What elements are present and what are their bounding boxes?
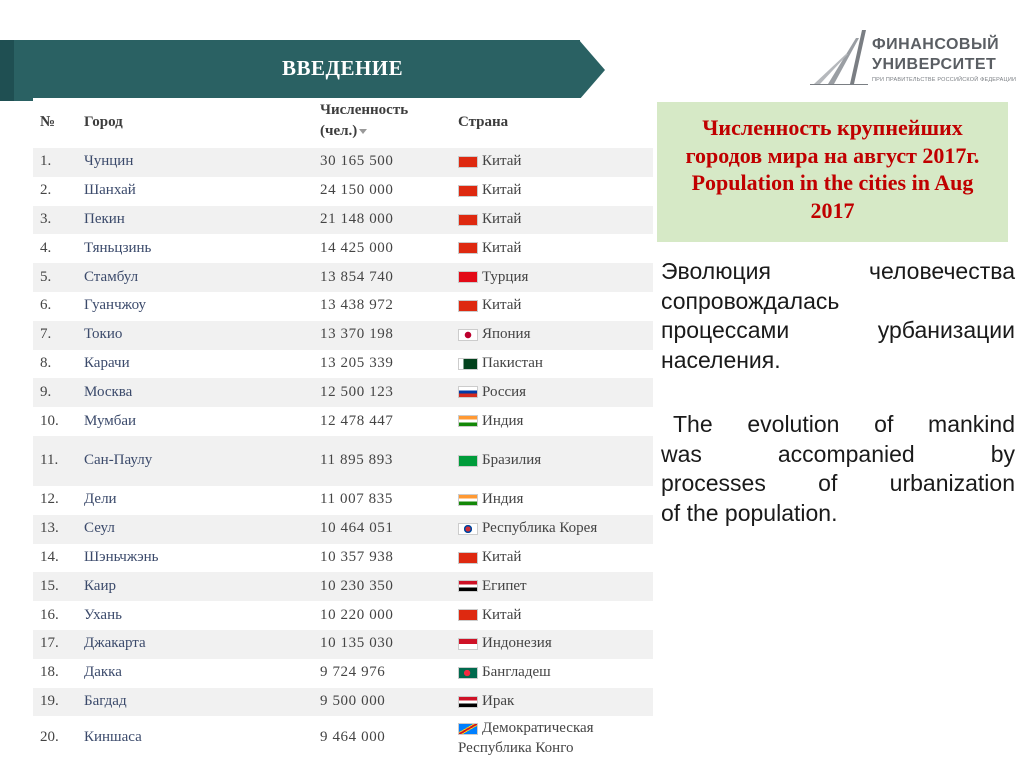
- city-link[interactable]: Сан-Паулу: [84, 452, 153, 468]
- country-link[interactable]: Индия: [482, 491, 524, 508]
- row-city[interactable]: [84, 607, 122, 624]
- paragraph-ru-line-4: населения.: [661, 346, 781, 373]
- country-link[interactable]: Китай: [482, 153, 522, 170]
- row-city[interactable]: [84, 693, 127, 710]
- table-row: [33, 292, 653, 321]
- row-number: 20.: [40, 729, 59, 746]
- indonesia-flag-icon: [458, 638, 478, 650]
- row-number: 18.: [40, 664, 59, 681]
- row-city[interactable]: [84, 297, 146, 314]
- callout-line-3: Population in the cities in Aug: [691, 170, 974, 195]
- city-link[interactable]: Чунцин: [84, 153, 134, 170]
- drc-flag-icon: [458, 723, 478, 735]
- row-number: 7.: [40, 326, 52, 343]
- country-link[interactable]: Демократическая: [482, 720, 594, 737]
- china-flag-icon: [458, 156, 478, 168]
- paragraph-en-line-2: was accompanied by: [661, 440, 1015, 467]
- table-row: [33, 601, 653, 630]
- paragraph-ru-line-3: процессами урбанизации: [661, 317, 1015, 343]
- city-link[interactable]: Тяньцзинь: [84, 239, 152, 256]
- city-link[interactable]: Карачи: [84, 354, 130, 371]
- row-country[interactable]: [458, 452, 541, 469]
- china-flag-icon: [458, 609, 478, 621]
- row-number: 8.: [40, 354, 52, 371]
- row-country[interactable]: [458, 491, 523, 508]
- row-country[interactable]: [458, 718, 594, 758]
- table-header: [33, 98, 653, 148]
- row-number: 4.: [40, 239, 52, 256]
- city-link[interactable]: Пекин: [84, 210, 125, 227]
- city-link[interactable]: Киншаса: [84, 729, 142, 746]
- row-city[interactable]: [84, 413, 136, 430]
- city-link[interactable]: Москва: [84, 383, 133, 400]
- callout-line-4: 2017: [810, 197, 855, 223]
- row-population: 10 135 030: [320, 635, 394, 652]
- city-link[interactable]: Сеул: [84, 520, 115, 537]
- paragraph-russian: [661, 257, 1015, 375]
- table-row: [33, 378, 653, 407]
- logo-subline: ПРИ ПРАВИТЕЛЬСТВЕ РОССИЙСКОЙ ФЕДЕРАЦИИ: [872, 77, 1017, 83]
- row-number: 19.: [40, 692, 59, 709]
- table-row: [33, 688, 653, 717]
- korea-flag-icon: [458, 523, 478, 535]
- row-city[interactable]: [84, 520, 115, 537]
- row-country[interactable]: [458, 607, 521, 624]
- city-link[interactable]: Дакка: [84, 664, 122, 681]
- header-country: Страна: [458, 114, 509, 130]
- country-link[interactable]: Ирак: [482, 692, 515, 709]
- city-link[interactable]: Шэньчжэнь: [84, 548, 159, 565]
- country-link[interactable]: Египет: [482, 577, 527, 594]
- row-country[interactable]: [458, 664, 551, 681]
- china-flag-icon: [458, 552, 478, 564]
- city-link[interactable]: Стамбул: [84, 268, 139, 285]
- row-country[interactable]: [458, 578, 527, 595]
- row-country[interactable]: [458, 520, 597, 537]
- row-city[interactable]: [84, 664, 122, 681]
- row-population: 13 205 339: [320, 354, 394, 371]
- row-city[interactable]: [84, 549, 159, 566]
- paragraph-en-line-4: of the population.: [661, 499, 838, 526]
- row-population: 13 370 198: [320, 326, 394, 343]
- paragraph-en-line-1: The evolution of mankind: [673, 411, 1015, 437]
- country-link[interactable]: Пакистан: [482, 354, 543, 371]
- table-row: [33, 716, 653, 760]
- row-population: 10 464 051: [320, 520, 394, 537]
- table-row: [33, 630, 653, 659]
- country-link[interactable]: Китай: [482, 606, 522, 623]
- row-number: 15.: [40, 577, 59, 594]
- row-number: 11.: [40, 452, 59, 468]
- bangladesh-flag-icon: [458, 667, 478, 679]
- row-population: 21 148 000: [320, 210, 394, 227]
- row-population: 13 438 972: [320, 297, 394, 314]
- paragraph-ru-line-1: Эволюция человечества: [661, 258, 1015, 284]
- table-row: [33, 486, 653, 515]
- header-city: Город: [84, 114, 123, 130]
- china-flag-icon: [458, 300, 478, 312]
- city-link[interactable]: Багдад: [84, 692, 127, 709]
- table-row: [33, 263, 653, 292]
- pakistan-flag-icon: [458, 358, 478, 370]
- table-row: [33, 407, 653, 436]
- row-city[interactable]: [84, 355, 130, 372]
- country-link[interactable]: Китай: [482, 182, 522, 199]
- row-country[interactable]: [458, 297, 521, 314]
- russia-flag-icon: [458, 386, 478, 398]
- city-link[interactable]: Гуанчжоу: [84, 297, 147, 314]
- row-country[interactable]: [458, 355, 543, 372]
- row-number: 13.: [40, 520, 59, 537]
- table-row: [33, 148, 653, 177]
- turkey-flag-icon: [458, 271, 478, 283]
- callout-line-1: Численность крупнейших: [702, 115, 963, 140]
- row-number: 16.: [40, 606, 59, 623]
- country-link[interactable]: Китай: [482, 548, 522, 565]
- country-link[interactable]: Китай: [482, 297, 522, 314]
- row-city[interactable]: [84, 153, 133, 170]
- paragraph-english: [661, 410, 1015, 528]
- row-city[interactable]: [84, 182, 136, 199]
- row-country[interactable]: [458, 153, 521, 170]
- row-number: 3.: [40, 210, 52, 227]
- country-link[interactable]: Китай: [482, 210, 522, 227]
- row-city[interactable]: [84, 635, 146, 652]
- row-city[interactable]: [84, 384, 132, 401]
- country-link[interactable]: Бангладеш: [482, 664, 551, 681]
- table-row: [33, 321, 653, 350]
- country-link[interactable]: Россия: [482, 383, 527, 400]
- row-city[interactable]: [84, 452, 152, 469]
- row-country[interactable]: [458, 326, 531, 343]
- brazil-flag-icon: [458, 455, 478, 467]
- row-population: 30 165 500: [320, 153, 394, 170]
- country-link[interactable]: Индия: [482, 412, 524, 429]
- row-country[interactable]: [458, 413, 523, 430]
- row-number: 10.: [40, 412, 59, 429]
- country-link[interactable]: Турция: [482, 268, 529, 285]
- country-link-line-2[interactable]: Республика Конго: [458, 740, 574, 757]
- row-country[interactable]: [458, 269, 528, 286]
- row-country[interactable]: [458, 549, 521, 566]
- header-banner-accent: [0, 40, 14, 101]
- table-row: [33, 659, 653, 688]
- callout-text: [657, 114, 1008, 224]
- city-link[interactable]: Мумбаи: [84, 412, 137, 429]
- row-city[interactable]: [84, 240, 151, 257]
- table-row: [33, 572, 653, 601]
- row-country[interactable]: [458, 211, 521, 228]
- city-link[interactable]: Токио: [84, 326, 123, 343]
- row-population: 12 478 447: [320, 412, 394, 429]
- country-link[interactable]: Китай: [482, 239, 522, 256]
- row-city[interactable]: [84, 211, 125, 228]
- china-flag-icon: [458, 185, 478, 197]
- header-population-unit[interactable]: (чел.): [320, 123, 367, 140]
- country-link[interactable]: Республика Корея: [482, 520, 598, 537]
- row-city[interactable]: [84, 491, 117, 508]
- city-link[interactable]: Каир: [84, 577, 116, 594]
- row-city[interactable]: [84, 269, 138, 286]
- iraq-flag-icon: [458, 696, 478, 708]
- row-city[interactable]: [84, 729, 142, 746]
- row-population: 9 464 000: [320, 729, 386, 746]
- row-population: 14 425 000: [320, 239, 394, 256]
- row-number: 5.: [40, 268, 52, 285]
- row-population: 9 500 000: [320, 692, 386, 709]
- table-row: [33, 544, 653, 573]
- india-flag-icon: [458, 494, 478, 506]
- city-link[interactable]: Дели: [84, 491, 117, 508]
- row-city[interactable]: [84, 326, 122, 343]
- row-country[interactable]: [458, 693, 514, 710]
- row-number: 1.: [40, 153, 52, 170]
- header-population[interactable]: Численность: [320, 102, 409, 118]
- row-country[interactable]: [458, 635, 552, 652]
- country-link[interactable]: Япония: [482, 326, 531, 343]
- callout-box: [657, 102, 1008, 242]
- header-banner-arrow: [579, 40, 605, 100]
- row-population: 10 220 000: [320, 606, 394, 623]
- china-flag-icon: [458, 214, 478, 226]
- row-population: 11 895 893: [320, 452, 393, 468]
- row-population: 13 854 740: [320, 268, 394, 285]
- city-link[interactable]: Джакарта: [84, 635, 146, 652]
- row-country[interactable]: [458, 240, 521, 257]
- table-row: [33, 436, 653, 486]
- paragraph-en-line-3: processes of urbanization: [661, 470, 1015, 496]
- table-row: [33, 515, 653, 544]
- page-title: ВВЕДЕНИЕ: [282, 56, 404, 80]
- table-row: [33, 206, 653, 235]
- sort-arrow-icon[interactable]: [359, 129, 367, 134]
- india-flag-icon: [458, 415, 478, 427]
- egypt-flag-icon: [458, 580, 478, 592]
- row-population: 10 357 938: [320, 548, 394, 565]
- row-country[interactable]: [458, 384, 526, 401]
- row-number: 14.: [40, 548, 59, 565]
- row-number: 12.: [40, 491, 59, 508]
- city-link[interactable]: Ухань: [84, 606, 122, 623]
- row-population: 9 724 976: [320, 664, 386, 681]
- row-number: 17.: [40, 635, 59, 652]
- row-population: 12 500 123: [320, 383, 394, 400]
- row-population: 10 230 350: [320, 577, 394, 594]
- cities-table: [33, 98, 653, 767]
- row-population: 24 150 000: [320, 182, 394, 199]
- china-flag-icon: [458, 242, 478, 254]
- logo-line-2: УНИВЕРСИТЕТ: [872, 56, 997, 73]
- table-row: [33, 350, 653, 379]
- table-row: [33, 177, 653, 206]
- country-link[interactable]: Индонезия: [482, 635, 552, 652]
- row-city[interactable]: [84, 578, 116, 595]
- row-country[interactable]: [458, 182, 521, 199]
- paragraph-ru-line-2: сопровождалась: [661, 287, 840, 314]
- row-number: 6.: [40, 297, 52, 314]
- row-number: 9.: [40, 383, 52, 400]
- row-population: 11 007 835: [320, 491, 393, 508]
- row-number: 2.: [40, 182, 52, 199]
- logo-line-1: ФИНАНСОВЫЙ: [872, 36, 1000, 53]
- japan-flag-icon: [458, 329, 478, 341]
- table-row: [33, 234, 653, 263]
- header-num: №: [40, 114, 56, 130]
- city-link[interactable]: Шанхай: [84, 182, 136, 199]
- callout-line-2: городов мира на август 2017г.: [685, 142, 980, 168]
- country-link[interactable]: Бразилия: [482, 452, 542, 468]
